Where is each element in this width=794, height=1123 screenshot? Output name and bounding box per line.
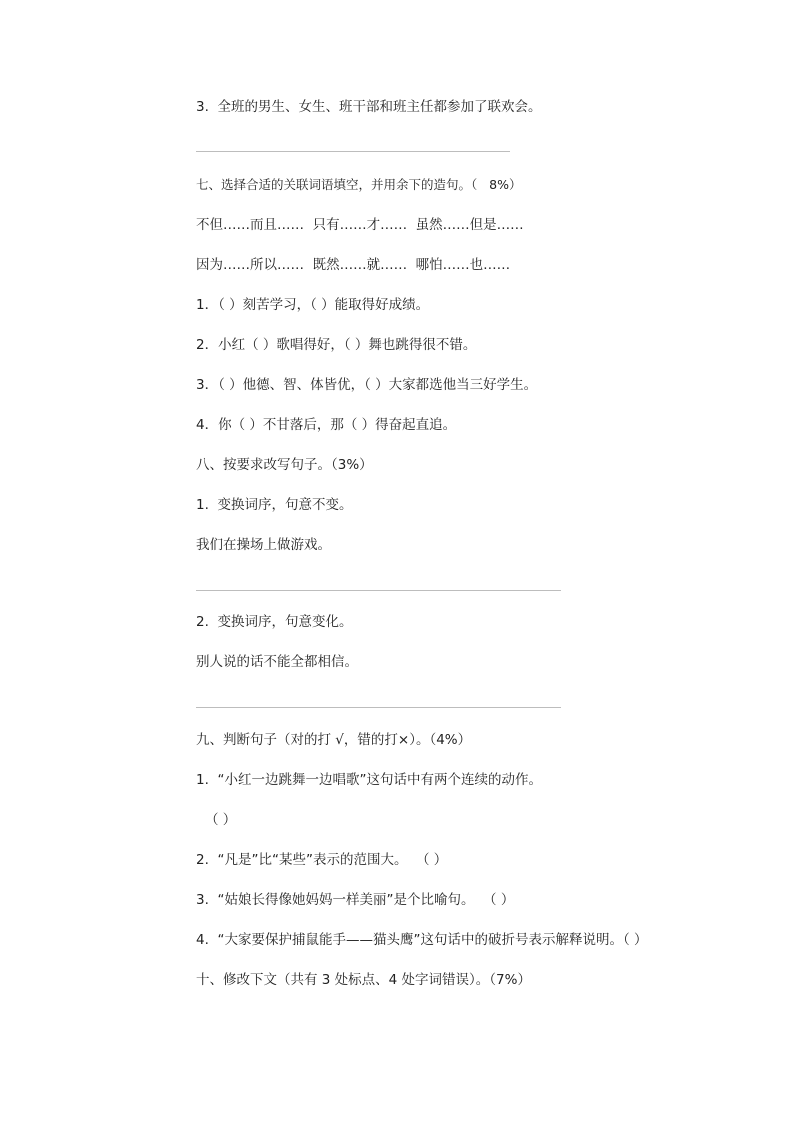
s9-item-1-answer-paren: （ ） xyxy=(205,812,237,828)
s7-item-2: 2．小红（ ）歌唱得好，（ ）舞也跳得很不错。 xyxy=(196,337,477,353)
s9-item-2: 2. “凡是”比“某些”表示的范围大。 （ ） xyxy=(196,852,448,868)
s9-item-1: 1. “小红一边跳舞一边唱歌”这句话中有两个连续的动作。 xyxy=(196,772,542,788)
s9-item-4: 4. “大家要保护捕鼠能手——猫头鹰”这句话中的破折号表示解释说明。（ ） xyxy=(196,932,648,948)
answer-line xyxy=(196,707,561,708)
section-7-heading: 七、选择合适的关联词语填空，并用余下的造句。（ 8%） xyxy=(196,177,522,192)
s8-item-2-prompt: 2. 变换词序，句意变化。 xyxy=(196,614,353,630)
s7-item-4: 4．你（ ）不甘落后，那（ ）得奋起直追。 xyxy=(196,417,457,433)
s9-item-3: 3. “姑娘长得像她妈妈一样美丽”是个比喻句。 （ ） xyxy=(196,892,515,908)
s7-options-row-2: 因为……所以…… 既然……就…… 哪怕……也…… xyxy=(196,257,511,273)
s7-item-1: 1．（ ）刻苦学习，（ ）能取得好成绩。 xyxy=(196,297,430,313)
s8-item-1-sentence: 我们在操场上做游戏。 xyxy=(196,537,331,553)
s7-item-3: 3．（ ）他德、智、体皆优，（ ）大家都选他当三好学生。 xyxy=(196,377,538,393)
s8-item-1-prompt: 1. 变换词序，句意不变。 xyxy=(196,497,353,513)
s8-item-2-sentence: 别人说的话不能全都相信。 xyxy=(196,654,358,670)
section-8-heading: 八、按要求改写句子。（3%） xyxy=(196,457,373,473)
s7-options-row-1: 不但……而且…… 只有……才…… 虽然……但是…… xyxy=(196,217,524,233)
answer-line xyxy=(196,590,561,591)
answer-line xyxy=(196,151,510,152)
section-10-heading: 十、修改下文（共有 3 处标点、4 处字词错误）。（7%） xyxy=(196,972,531,988)
s6-item-3: 3. 全班的男生、女生、班干部和班主任都参加了联欢会。 xyxy=(196,99,542,115)
section-9-heading: 九、判断句子（对的打 √，错的打×）。（4%） xyxy=(196,732,472,748)
